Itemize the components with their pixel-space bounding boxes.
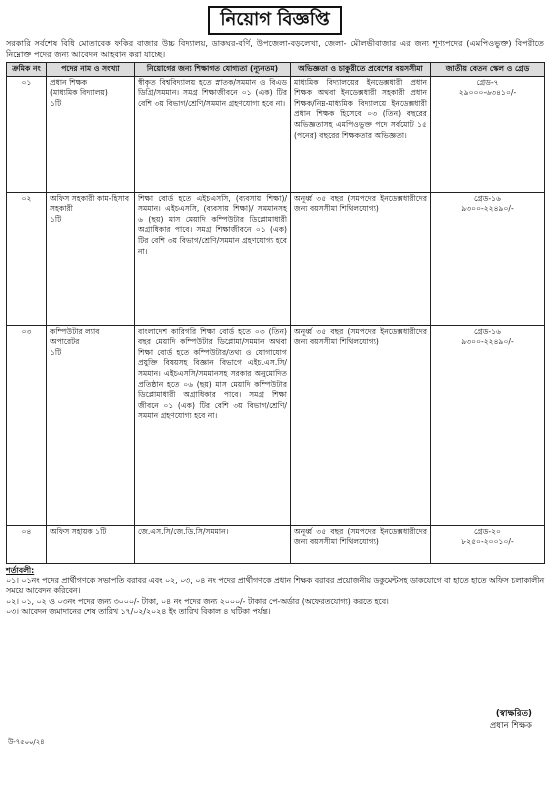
row-qualification: শিক্ষা বোর্ড হতে এইচএসসি, (ব্যবসায় শিক্ষা)/ সমমান। এইচএসসি, (ব্যবসায় শিক্ষা)/ সমমানসহ ৬ (ছয়) মাস মেয়াদি কম্পিউটার ডিপ্লোমাধারী অগ্রাধিকার পাবে। সমগ্র শিক্ষাজীবনে ০১ (এক) টির বেশি ৩য় বিভাগ/শ্রেণি/সমমান গ্রহণযোগ্য হবে না। bbox=[135, 192, 291, 325]
terms-title: শর্তাবলী: bbox=[6, 565, 35, 575]
table-row bbox=[7, 525, 545, 563]
table-row bbox=[7, 192, 545, 325]
row-post: অফিস সহকারী কাম-হিসাব সহকারী ১টি bbox=[47, 192, 135, 325]
row-pay-scale: গ্রেড-১৬ ৯৩০০-২২৪৯০/- bbox=[431, 192, 545, 325]
col-header-experience: অভিজ্ঞতা ও চাকুরীতে প্রবেশের বয়সসীমা bbox=[291, 63, 431, 77]
terms-section bbox=[6, 566, 544, 618]
row-serial: ০১ bbox=[7, 76, 47, 192]
notice-intro: সরকারি সর্বশেষ বিধি মোতাবেক ফকির বাজার উচ্চ বিদ্যালয়, ডাকঘর-বর্ণি, উপজেলা-বড়লেখা, জেলা- মৌলভীবাজার এর জন্য শূণ্যপদের (এমপিওভুক্ত) বিপরীতে নিম্নোক্ত পদের জন্য আবেদন আহবান করা যাচ্ছে। bbox=[6, 38, 544, 59]
table-row bbox=[7, 325, 545, 525]
col-header-serial: ক্রমিক নং bbox=[7, 63, 47, 77]
row-post: কম্পিউটার ল্যাব অপারেটর ১টি bbox=[47, 325, 135, 525]
row-qualification: বাংলাদেশ কারিগরি শিক্ষা বোর্ড হতে ০৩ (তিন) বছর মেয়াদি কম্পিউটার ডিপ্লোমা/সমমান অথবা শিক্ষা বোর্ড হতে কম্পিউটার/তথ্য ও যোগাযোগ প্রযুক্তি বিষয়সহ বিজ্ঞান বিভাগে এইচ.এস.সি/সমমান। এইচএসসি/সমমানসহ সরকার অনুমোদিত প্রতিষ্ঠান হতে ০৬ (ছয়) মাস মেয়াদি কম্পিউটার ডিপ্লোমাধারী অগ্রাধিকার পাবে। সমগ্র শিক্ষা জীবনে ০১ (এক) টির বেশি ৩য় বিভাগ/শ্রেণি/সমমান গ্রহণযোগ্য হবে না। bbox=[135, 325, 291, 525]
signature-block bbox=[490, 708, 532, 732]
col-header-post: পদের নাম ও সংখ্যা bbox=[47, 63, 135, 77]
reference-number: উ-৭৫০০/২৪ bbox=[8, 738, 45, 746]
row-serial: ০৩ bbox=[7, 325, 47, 525]
terms-item: ০১। ০১নং পদের প্রার্থীগণকে সভাপতি বরাবর এবং ০২, ০৩, ০৪ নং পদের প্রার্থীগণকে প্রধান শিক্ষক বরাবর প্রয়োজনীয় ডকুমেন্টসহ ডাকযোগে বা হাতে হাতে অফিস চলাকালীন সময়ে আবেদন করিবেন। bbox=[6, 576, 544, 596]
row-experience: অনূর্ধ্ব ৩৫ বছর (সমপদের ইনডেক্সধারীদের জন্য বয়সসীমা শিথিলযোগ্য) bbox=[291, 325, 431, 525]
table-row bbox=[7, 76, 545, 192]
col-header-qualification: নিয়োগের জন্য শিক্ষাগত যোগ্যতা (ন্যূনতম) bbox=[135, 63, 291, 77]
vacancy-table bbox=[6, 62, 545, 564]
row-pay-scale: গ্রেড-১৬ ৯৩০০-২২৪৯০/- bbox=[431, 325, 545, 525]
row-qualification: স্বীকৃত বিশ্ববিদ্যালয় হতে স্নাতক/সমমান ও বিএড ডিগ্রি/সমমান। সমগ্র শিক্ষাজীবনে ০১ (এক) টির বেশি ৩য় বিভাগ/শ্রেণি/সমমান গ্রহণযোগ্য হবে না। bbox=[135, 76, 291, 192]
table-header-row bbox=[7, 63, 545, 77]
col-header-pay-scale: জাতীয় বেতন স্কেল ও গ্রেড bbox=[431, 63, 545, 77]
row-post: অফিস সহায়ক ১টি bbox=[47, 525, 135, 563]
terms-item: ০২। ০১, ০২ ও ০৩নং পদের জন্য ৩০০০/- টাকা, ০৪ নং পদের জন্য ২০০০/- টাকার পে-অর্ডার (অফেরতযোগ্য) করতে হবে। bbox=[6, 596, 389, 606]
job-notice bbox=[6, 6, 544, 618]
row-experience: অনূর্ধ্ব ৩৫ বছর (সমপদের ইনডেক্সধারীদের জন্য বয়সসীমা শিথিলযোগ্য) bbox=[291, 525, 431, 563]
row-pay-scale: গ্রেড-২০ ৮২৫০-২০০১০/- bbox=[431, 525, 545, 563]
row-post: প্রধান শিক্ষক (মাধ্যমিক বিদ্যালয়) ১টি bbox=[47, 76, 135, 192]
row-experience: অনূর্ধ্ব ৩৫ বছর (সমপদের ইনডেক্সধারীদের জন্য বয়সসীমা শিথিলযোগ্য) bbox=[291, 192, 431, 325]
row-pay-scale: গ্রেড-৭ ২৯০০০-৬৩৪১০/- bbox=[431, 76, 545, 192]
row-experience: মাধ্যমিক বিদ্যালয়ের ইনডেক্সধারী প্রধান শিক্ষক অথবা ইনডেক্সধারী সহকারী প্রধান শিক্ষক/নিম্ন-মাধ্যমিক বিদ্যালয়ে ইনডেক্সধারী প্রধান শিক্ষক হিসেবে ০৩ (তিন) বছরের অভিজ্ঞতাসহ এমপিওভুক্ত পদে সর্বমোট ১৫ (পনের) বছরের শিক্ষকতার অভিজ্ঞতা। bbox=[291, 76, 431, 192]
notice-title: নিয়োগ বিজ্ঞপ্তি bbox=[208, 6, 341, 35]
signatory-title: প্রধান শিক্ষক bbox=[489, 721, 532, 731]
row-qualification: জে.এস.সি/জে.ডি.সি/সমমান। bbox=[135, 525, 291, 563]
row-serial: ০৪ bbox=[7, 525, 47, 563]
signature-label: (স্বাক্ষরিত) bbox=[495, 709, 532, 719]
terms-item: ০৩। আবেদন জমাদানের শেষ তারিখ ১৭/০২/২০২৪ ইং তারিখ বিকাল ৪ ঘটিকা পর্যন্ত। bbox=[6, 607, 271, 617]
row-serial: ০২ bbox=[7, 192, 47, 325]
